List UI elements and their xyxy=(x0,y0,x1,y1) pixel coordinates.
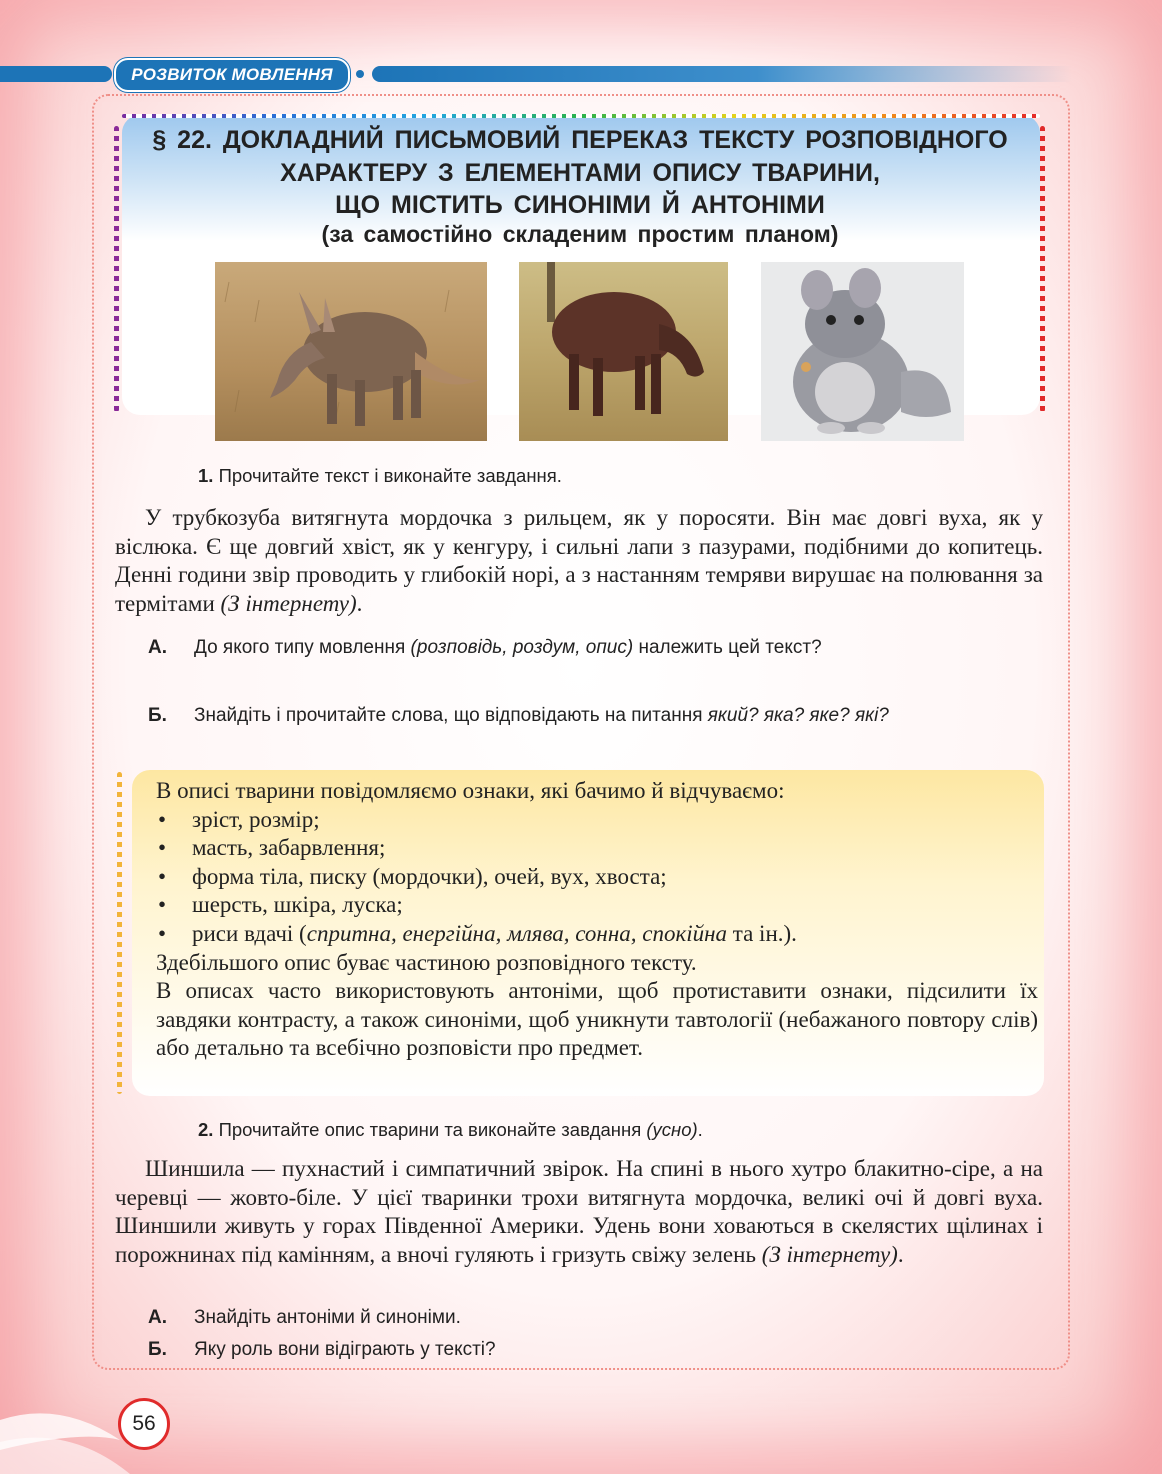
question-1a-letter: А. xyxy=(148,637,167,658)
info-para-1: Здебільшого опис буває частиною розповідного тексту. xyxy=(156,949,697,975)
question-2a-text: Знайдіть антоніми й синоніми. xyxy=(194,1307,461,1328)
banner-stripe-left xyxy=(0,66,112,82)
question-1b-italic: який? яка? яке? які? xyxy=(707,705,889,726)
text-2 xyxy=(115,1155,1043,1269)
title-line-2: ХАРАКТЕРУ З ЕЛЕМЕНТАМИ ОПИСУ ТВАРИНИ, xyxy=(280,158,880,187)
task-1 xyxy=(198,465,562,487)
text-1 xyxy=(115,504,1043,618)
red-dots xyxy=(1040,126,1045,412)
chinchilla-photo xyxy=(761,262,964,441)
banner-dot xyxy=(356,70,364,78)
title-line-3: ЩО МІСТИТЬ СИНОНІМИ Й АНТОНІМИ xyxy=(335,191,825,219)
page-number: 56 xyxy=(118,1398,170,1450)
text-1-source: (З інтернету) xyxy=(220,590,357,616)
text-2-source: (З інтернету) xyxy=(761,1241,898,1267)
banner-stripe-right xyxy=(372,66,1072,82)
info-list-item: • зріст, розмір; xyxy=(156,806,1038,835)
question-2a-letter: А. xyxy=(148,1307,167,1328)
info-list-item: • форма тіла, писку (мордочки), очей, вух, хвоста; xyxy=(156,863,1038,892)
question-2b-text: Яку роль вони відіграють у тексті? xyxy=(194,1339,496,1360)
section-tag: РОЗВИТОК МОВЛЕННЯ xyxy=(114,58,350,92)
info-list-item-last xyxy=(156,920,1038,949)
text-1-body: У трубкозуба витягнута мордочка з рильцем, як у поросяти. Він має довгі вуха, як у віслюка. Є ще довгий хвіст, як у кенгуру, і сильні лапи з пазурами, подібними до копитець. Денні години звір проводить у глибокій норі, а з настанням темряви вирушає на полювання за термітами xyxy=(115,505,1043,616)
text-1-end: . xyxy=(356,590,363,616)
purple-dots xyxy=(114,126,119,412)
question-1a xyxy=(148,634,948,661)
page-title xyxy=(140,124,1020,222)
tapir-photo xyxy=(519,262,728,441)
info-dots xyxy=(117,772,122,1094)
text-2-end: . xyxy=(897,1241,904,1267)
task-2-end: . xyxy=(697,1119,703,1140)
task-2-italic: (усно) xyxy=(646,1119,698,1140)
title-line-1: § 22. ДОКЛАДНИЙ ПИСЬМОВИЙ ПЕРЕКАЗ ТЕКСТУ РОЗПОВІДНОГО xyxy=(152,126,1008,154)
question-1b-letter: Б. xyxy=(148,705,167,726)
info-list-item: • масть, забарвлення; xyxy=(156,834,1038,863)
task-2 xyxy=(198,1119,703,1141)
question-2b-letter: Б. xyxy=(148,1339,167,1360)
task-2-text: Прочитайте опис тварини та виконайте завдання xyxy=(218,1119,647,1140)
question-2a xyxy=(148,1304,948,1331)
page-subtitle: (за самостійно складеним простим планом) xyxy=(321,221,839,247)
task-1-text: Прочитайте текст і виконайте завдання. xyxy=(218,465,562,486)
question-1a-post: належить цей текст? xyxy=(633,637,822,658)
info-list-item: • шерсть, шкіра, луска; xyxy=(156,891,1038,920)
question-1a-italic: (розповідь, роздум, опис) xyxy=(410,637,634,658)
info-para-2: В описах часто використовують антоніми, щоб протиставити ознаки, підсилити їх завдяки контрасту, а також синоніми, щоб уникнути тавтології (небажаного повтору слів) або детально та всебічно розповісти про предмет. xyxy=(156,978,1038,1061)
question-1b-pre: Знайдіть і прочитайте слова, що відповідають на питання xyxy=(194,705,708,726)
info-text xyxy=(156,777,1038,1063)
question-1b xyxy=(148,702,948,729)
text-2-body: Шиншила — пухнастий і симпатичний звірок. На спині в нього хутро блакитно-сіре, а на черевці — жовто-біле. У цієї тваринки трохи витягнута мордочка, великі очі й довгі вуха. Шиншили живуть у горах Південної Америки. Удень вони ховаються в скелястих щілинах і порожнинах під камінням, а вночі гуляють і гризуть свіжу зелень xyxy=(115,1156,1043,1267)
rainbow-dots xyxy=(122,114,1040,118)
question-1a-pre: До якого типу мовлення xyxy=(194,637,411,658)
info-intro: В описі тварини повідомляємо ознаки, які бачимо й відчуваємо: xyxy=(156,778,785,803)
info-last-italic: спритна, енергійна, млява, сонна, спокійна xyxy=(306,920,728,946)
info-last-pre: риси вдачі ( xyxy=(192,920,307,946)
task-1-number: 1. xyxy=(198,465,214,486)
aardvark-photo xyxy=(215,262,487,441)
info-last-post: та ін.). xyxy=(727,920,797,946)
task-2-number: 2. xyxy=(198,1119,214,1140)
question-2b xyxy=(148,1336,948,1363)
